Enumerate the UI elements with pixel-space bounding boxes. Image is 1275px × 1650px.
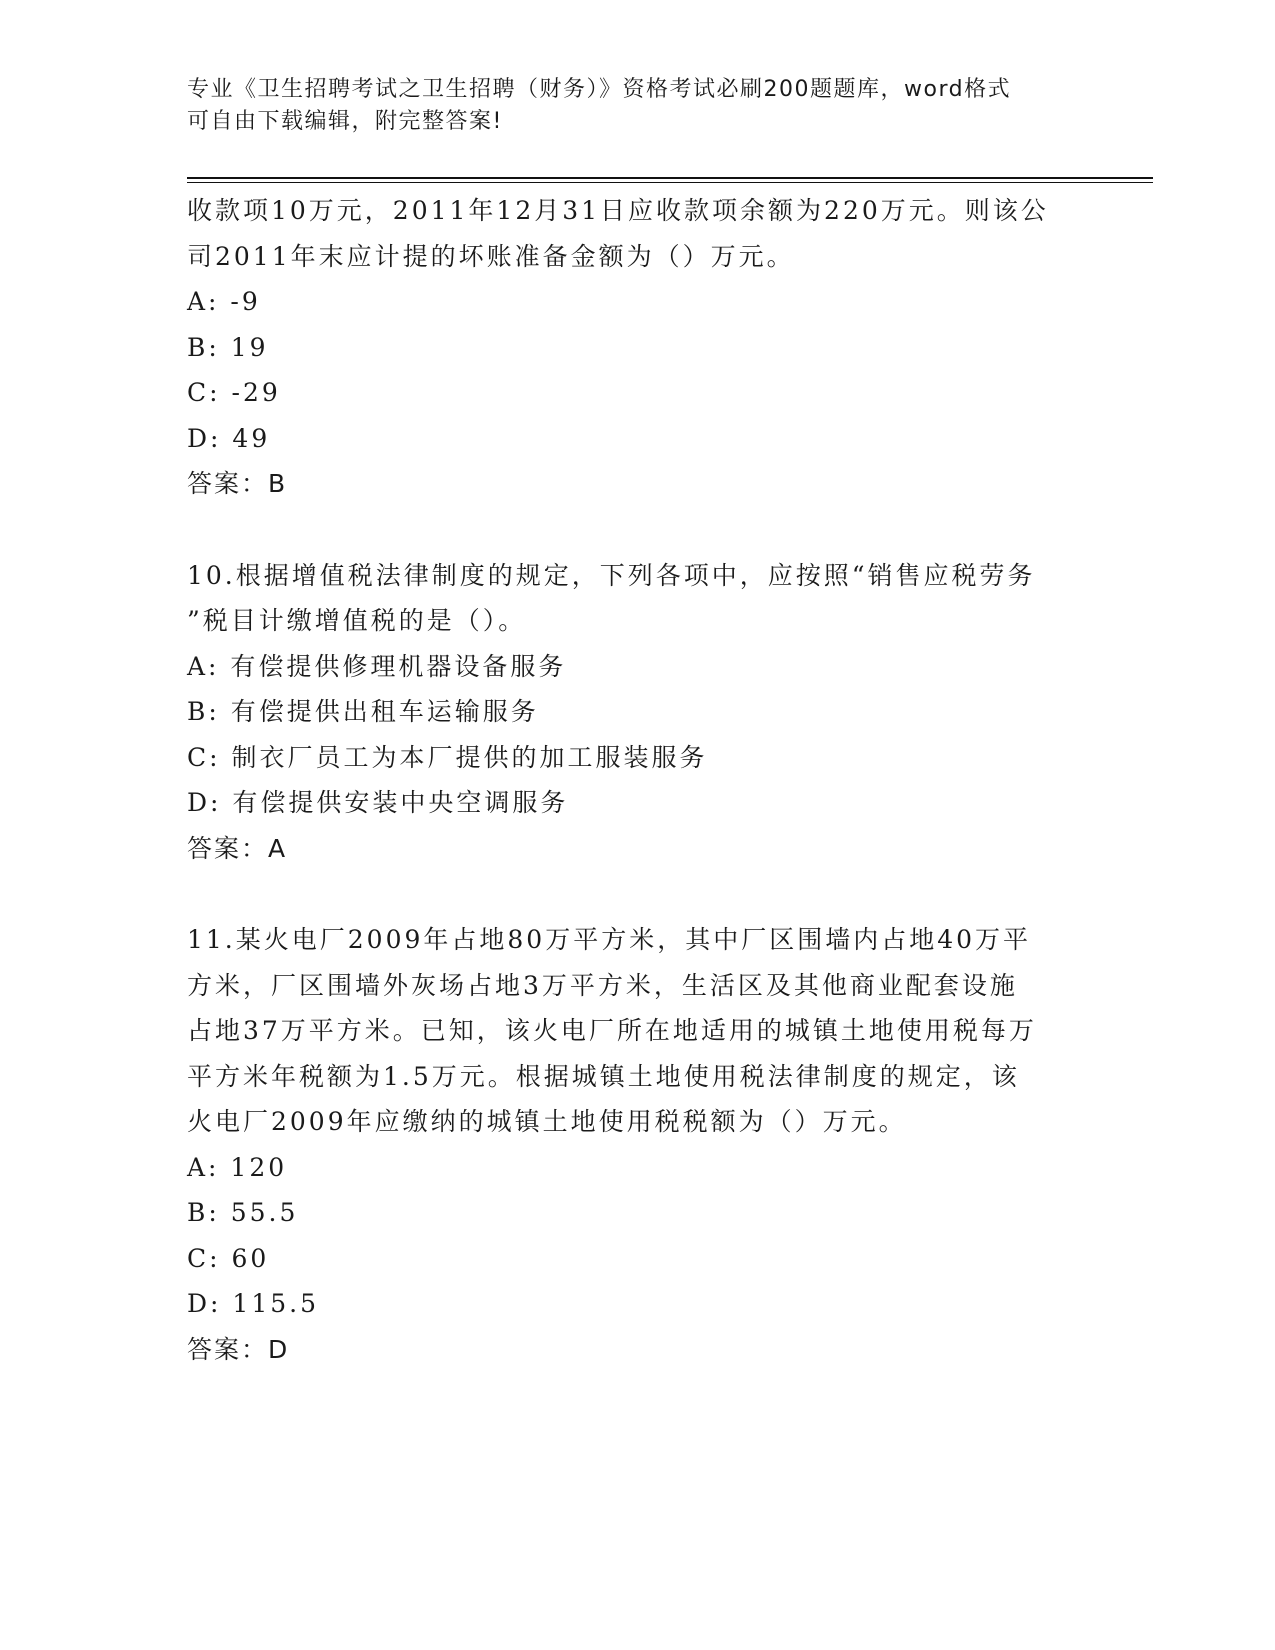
question-stem-line: 平方米年税额为1.5万元。根据城镇土地使用税法律制度的规定，该 bbox=[187, 1061, 1020, 1091]
option-d: D: 有偿提供安装中央空调服务 bbox=[187, 788, 569, 817]
question-block-11 bbox=[187, 917, 1087, 1372]
option-b: B: 有偿提供出租车运输服务 bbox=[187, 697, 539, 726]
question-stem-line: 火电厂2009年应缴纳的城镇土地使用税税额为（）万元。 bbox=[187, 1107, 907, 1136]
header-title-line-2: 可自由下载编辑，附完整答案! bbox=[187, 109, 503, 134]
question-stem-line: 司2011年末应计提的坏账准备金额为（）万元。 bbox=[187, 241, 795, 271]
question-list bbox=[187, 188, 1087, 1372]
question-spacer bbox=[187, 871, 1087, 917]
question-stem-line: ”税目计缴增值税的是（）。 bbox=[187, 606, 527, 635]
option-c: C: 60 bbox=[187, 1243, 270, 1273]
option-d: D: 49 bbox=[187, 423, 271, 453]
header-divider-thin bbox=[187, 182, 1153, 183]
answer-line: 答案：D bbox=[187, 1334, 290, 1364]
question-stem-line: 占地37万平方米。已知，该火电厂所在地适用的城镇土地使用税每万 bbox=[187, 1016, 1037, 1045]
option-b: B: 19 bbox=[187, 332, 269, 362]
question-stem-line: 收款项10万元，2011年12月31日应收款项余额为220万元。则该公 bbox=[187, 196, 1049, 225]
option-a: A: -9 bbox=[187, 287, 261, 316]
question-block-10 bbox=[187, 553, 1087, 872]
question-stem-line: 10.根据增值税法律制度的规定，下列各项中，应按照“销售应税劳务 bbox=[187, 560, 1036, 590]
option-d: D: 115.5 bbox=[187, 1289, 319, 1318]
option-a: A: 120 bbox=[187, 1152, 288, 1182]
question-stem-line: 方米，厂区围墙外灰场占地3万平方米，生活区及其他商业配套设施 bbox=[187, 970, 1018, 1000]
answer-line: 答案：A bbox=[187, 833, 288, 863]
option-b: B: 55.5 bbox=[187, 1198, 299, 1227]
question-block-9 bbox=[187, 188, 1087, 507]
option-c: C: -29 bbox=[187, 378, 281, 407]
question-spacer bbox=[187, 507, 1087, 553]
document-header bbox=[187, 74, 1067, 138]
header-title-line-1: 专业《卫生招聘考试之卫生招聘（财务）》资格考试必刷200题题库，word格式 bbox=[187, 77, 1012, 102]
option-c: C: 制衣厂员工为本厂提供的加工服装服务 bbox=[187, 742, 708, 772]
question-stem-line: 11.某火电厂2009年占地80万平方米，其中厂区围墙内占地40万平 bbox=[187, 925, 1032, 954]
header-divider-thick bbox=[187, 177, 1153, 179]
option-a: A: 有偿提供修理机器设备服务 bbox=[187, 651, 567, 681]
answer-line: 答案：B bbox=[187, 469, 288, 498]
